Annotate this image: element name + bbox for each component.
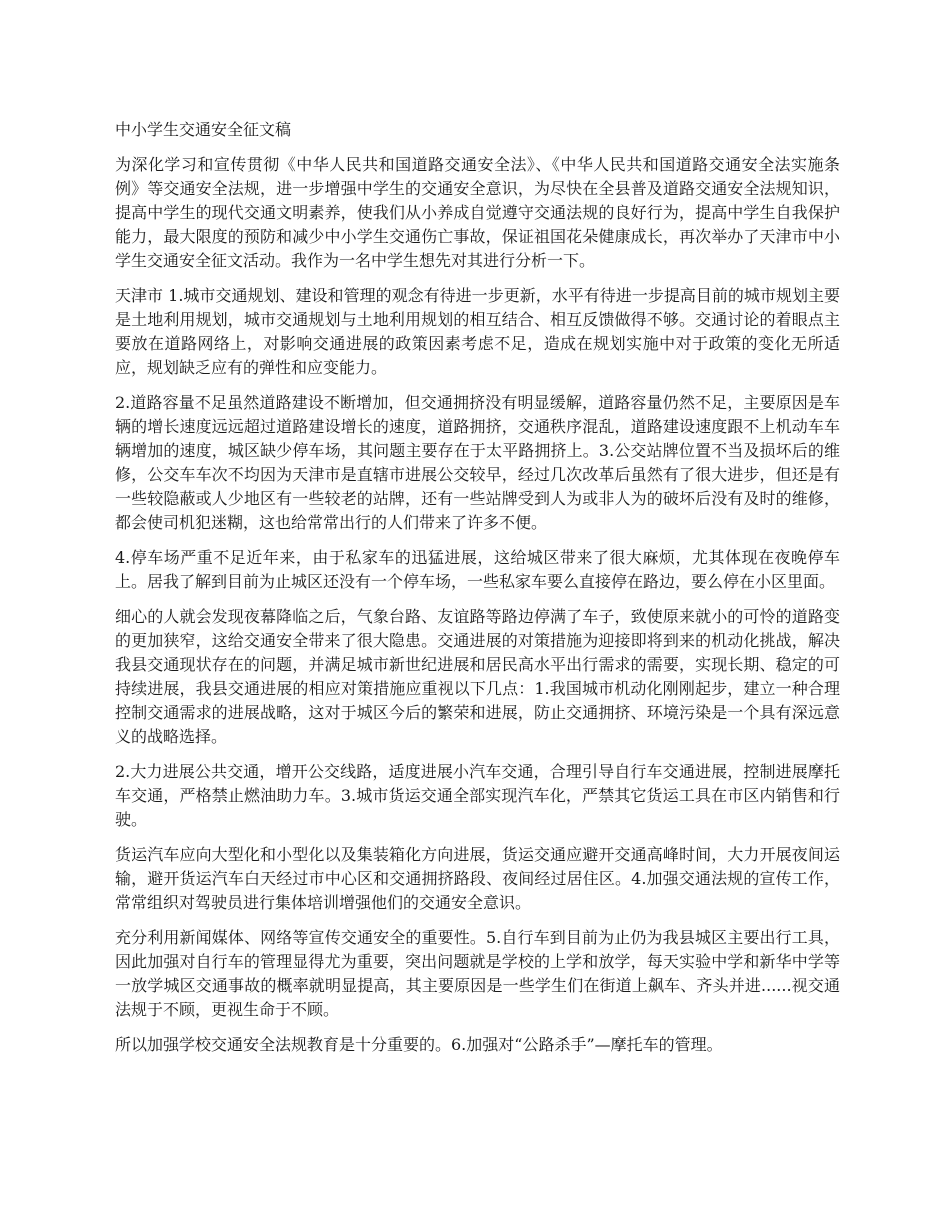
document-page [115, 118, 840, 1068]
paragraph-road-capacity: 2.道路容量不足虽然道路建设不断增加，但交通拥挤没有明显缓解，道路容量仍然不足，主要原因是车辆的增长速度远远超过道路建设增长的速度，道路拥挤，交通秩序混乱，道路建设速度跟不上机动车车辆增加的速度，城区缺少停车场，其问题主要存在于太平路拥挤上。3.公交站牌位置不当及损坏后的维修，公交车车次不均因为天津市是直辖市进展公交较早，经过几次改革后虽然有了很大进步，但还是有一些较隐蔽或人少地区有一些较老的站牌，还有一些站牌受到人为或非人为的破坏后没有及时的维修，都会使司机犯迷糊，这也给常常出行的人们带来了许多不便。 [115, 393, 840, 532]
document-title: 中小学生交通安全征文稿 [115, 120, 292, 139]
paragraph-parking: 4.停车场严重不足近年来，由于私家车的迅猛进展，这给城区带来了很大麻烦，尤其体现在夜晚停车上。居我了解到目前为止城区还没有一个停车场，一些私家车要么直接停在路边，要么停在小区里面。 [115, 548, 840, 591]
paragraph-conclusion: 所以加强学校交通安全法规教育是十分重要的。6.加强对“公路杀手”—摩托车的管理。 [115, 1035, 723, 1054]
paragraph-countermeasures: 细心的人就会发现夜幕降临之后，气象台路、友谊路等路边停满了车子，致使原来就小的可怜的道路变的更加狭窄，这给交通安全带来了很大隐患。交通进展的对策措施为迎接即将到来的机动化挑战，解决我县交通现状存在的问题，并满足城市新世纪进展和居民高水平出行需求的需要，实现长期、稳定的可持续进展，我县交通进展的相应对策措施应重视以下几点：1.我国城市机动化刚刚起步，建立一种合理控制交通需求的进展战略，这对于城区今后的繁荣和进展，防止交通拥挤、环境污染是一个具有深远意义的战略选择。 [115, 607, 840, 746]
paragraph-intro: 为深化学习和宣传贯彻《中华人民共和国道路交通安全法》、《中华人民共和国道路交通安全法实施条例》等交通安全法规，进一步增强中学生的交通安全意识，为尽快在全县普及道路交通安全法规知识，提高中学生的现代交通文明素养，使我们从小养成自觉遵守交通法规的良好行为，提高中学生自我保护能力，最大限度的预防和减少中小学生交通伤亡事故，保证祖国花朵健康成长，再次举办了天津市中小学生交通安全征文活动。我作为一名中学生想先对其进行分析一下。 [115, 155, 840, 270]
paragraph-bicycles: 充分利用新闻媒体、网络等宣传交通安全的重要性。5.自行车到目前为止仍为我县城区主要出行工具，因此加强对自行车的管理显得尤为重要，突出问题就是学校的上学和放学，每天实验中学和新华中学等一放学城区交通事故的概率就明显提高，其主要原因是一些学生们在街道上飙车、齐头并进......视交通法规于不顾，更视生命于不顾。 [115, 928, 840, 1019]
paragraph-public-transit: 2.大力进展公共交通，增开公交线路，适度进展小汽车交通，合理引导自行车交通进展，控制进展摩托车交通，严格禁止燃油助力车。3.城市货运交通全部实现汽车化，严禁其它货运工具在市区内销售和行驶。 [115, 762, 840, 829]
paragraph-freight: 货运汽车应向大型化和小型化以及集装箱化方向进展，货运交通应避开交通高峰时间，大力开展夜间运输，避开货运汽车白天经过市中心区和交通拥挤路段、夜间经过居住区。4.加强交通法规的宣传工作，常常组织对驾驶员进行集体培训增强他们的交通安全意识。 [115, 845, 840, 912]
paragraph-planning: 天津市 1.城市交通规划、建设和管理的观念有待进一步更新，水平有待进一步提高目前的城市规划主要是土地利用规划，城市交通规划与土地利用规划的相互结合、相互反馈做得不够。交通讨论的着眼点主要放在道路网络上，对影响交通进展的政策因素考虑不足，造成在规划实施中对于政策的变化无所适应，规划缺乏应有的弹性和应变能力。 [115, 286, 840, 377]
